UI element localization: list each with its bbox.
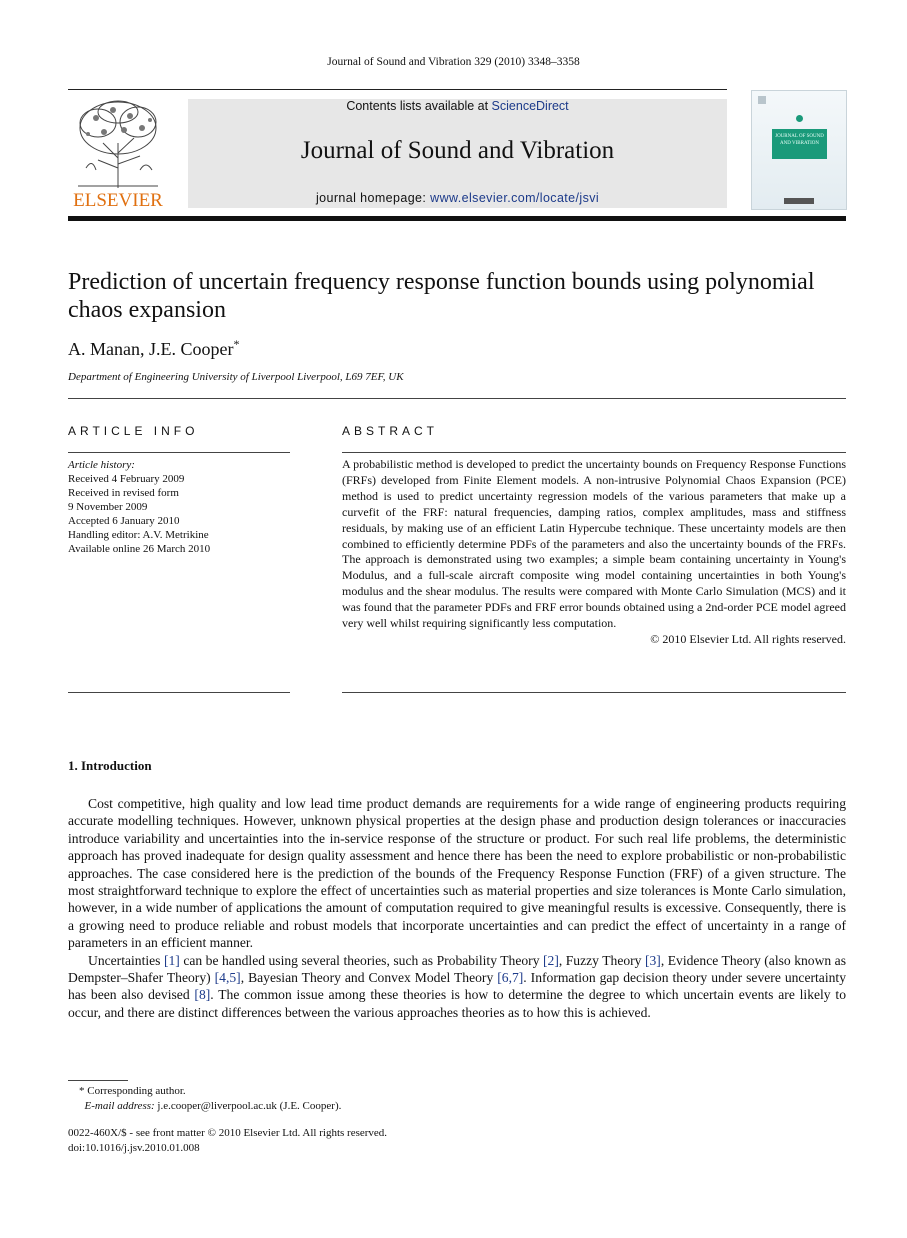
- journal-reference: Journal of Sound and Vibration 329 (2010) 3348–3358: [327, 56, 580, 68]
- sciencedirect-link[interactable]: ScienceDirect: [491, 99, 569, 113]
- cover-corner-mark: [758, 96, 766, 104]
- citation-link[interactable]: [3]: [644, 952, 661, 968]
- corresponding-note: [68, 1084, 341, 1099]
- text-run: . Information gap decision theory under severe uncertainty has been also devised: [68, 970, 846, 1003]
- article-history: [68, 458, 290, 556]
- history-item: 9 November 2009: [68, 501, 148, 513]
- doi-line[interactable]: doi:10.1016/j.jsv.2010.01.008: [68, 1141, 200, 1154]
- citation-link[interactable]: [8]: [194, 987, 211, 1003]
- homepage-link[interactable]: www.elsevier.com/locate/jsvi: [430, 191, 600, 205]
- history-item: Handling editor: A.V. Metrikine: [68, 529, 209, 541]
- article-info-top-rule: [68, 452, 290, 453]
- citation-link[interactable]: [6,7]: [497, 970, 524, 986]
- text-run: , Bayesian Theory and Convex Model Theory: [240, 970, 498, 986]
- abstract-body: [342, 457, 846, 648]
- article-info-heading: ARTICLE INFO: [68, 424, 199, 438]
- journal-banner: [188, 99, 727, 208]
- header-thick-rule: [68, 216, 846, 221]
- homepage-prefix: journal homepage:: [315, 191, 431, 205]
- abstract-text: A probabilistic method is developed to predict the uncertainty bounds on Frequency Response Functions (FRFs) developed from Finite Element models. A non-intrusive Polynomial Chaos Expansion (PCE) method is used to predict uncertainty regression models of the various parameters that make up a curvefit of the FRF: natural frequencies, damping ratios, complex amplitudes, mass and stiffness residuals, by making use of an efficient Latin Hypercube technique. These uncertainty models are then combined to efficiently determine PDFs of the parameters and also the uncertainty bounds of the FRFs. The approach is demonstrated using two examples; a simple beam containing uncertainty in Young's Modulus, and a full-scale aircraft composite wing model containing uncertainties in both Young's modulus and the shear modulus. The results were compared with Monte Carlo Simulation (MCS) and it was found that the parameter PDFs and FRF error bounds obtained using a 2nd-order PCE model agreed very well whilst requiring significantly less computation.: [342, 457, 846, 631]
- history-item: Accepted 6 January 2010: [68, 515, 180, 527]
- footnote-rule: [68, 1080, 128, 1081]
- cover-emblem-icon: [796, 115, 803, 122]
- contents-prefix: Contents lists available at: [346, 99, 492, 113]
- history-label: Article history:: [68, 459, 135, 471]
- contents-line: [188, 99, 727, 113]
- email-label: E-mail address:: [84, 1100, 155, 1112]
- front-matter: [68, 1126, 387, 1155]
- email-address[interactable]: j.e.cooper@liverpool.ac.uk (J.E. Cooper).: [157, 1100, 342, 1112]
- footnote-text: Corresponding author.: [87, 1085, 186, 1097]
- section-divider: [68, 398, 846, 399]
- citation-link[interactable]: [2]: [543, 952, 559, 968]
- cover-footer-mark: [784, 198, 814, 204]
- footnote: [68, 1084, 341, 1114]
- history-item: Available online 26 March 2010: [68, 543, 211, 555]
- affiliation: Department of Engineering University of Liverpool Liverpool, L69 7EF, UK: [68, 371, 404, 383]
- abstract-top-rule: [342, 452, 846, 453]
- text-run: , Fuzzy Theory: [558, 952, 645, 968]
- text-run: can be handled using several theories, such as Probability Theory: [179, 952, 543, 968]
- article-info-bottom-rule: [68, 692, 290, 693]
- history-item: Received 4 February 2009: [68, 473, 185, 485]
- introduction-body: [68, 795, 846, 1021]
- tree-logo-icon: [68, 98, 168, 190]
- history-item: Received in revised form: [68, 487, 179, 499]
- author-names: A. Manan, J.E. Cooper: [68, 339, 234, 359]
- paragraph: Cost competitive, high quality and low lead time product demands are requirements for a wide range of engineering products requiring accurate modelling techniques. However, unknown physical properties at the design phase and production design tolerances or inaccuracies introduce variability and uncertainties into the in-service response of the structure or product. For such real life problems, the deterministic approach has proved inadequate for design quality assessment and hence there has been the need to explore probabilistic or non-probabilistic approaches. The case considered here is the prediction of the bounds of the Frequency Response Function (FRF) of a given structure. The most straightforward technique to explore the effect of uncertainties such as material properties and size tolerances is Monte Carlo simulation, however, in a wide number of applications the amount of computation required to give meaningful results is excessive. Consequently, there is a growing need to produce reliable and robust models that incorporate uncertainties and can predict the effect of uncertainty in a range of parameters in an efficient manner.: [68, 796, 846, 951]
- homepage-line: [188, 191, 727, 205]
- authors: [68, 339, 239, 360]
- abstract-heading: ABSTRACT: [342, 424, 439, 438]
- text-run: . The common issue among these theories is how to determine the degree to which uncertain events are likely to occur, and there are distinct differences between the various approaches theories as to how this is achieved.: [68, 987, 846, 1020]
- introduction-heading: 1. Introduction: [68, 758, 152, 773]
- email-note: [68, 1099, 341, 1114]
- paper-title: Prediction of uncertain frequency response function bounds using polynomial chaos expansion: [68, 269, 815, 323]
- text-run: Uncertainties: [88, 952, 164, 968]
- abstract-bottom-rule: [342, 692, 846, 693]
- journal-cover: [751, 90, 847, 210]
- citation-link[interactable]: [4,5]: [214, 970, 241, 986]
- paragraph: [68, 952, 846, 1022]
- footnote-mark: *: [79, 1085, 85, 1097]
- issn-line: 0022-460X/$ - see front matter © 2010 Elsevier Ltd. All rights reserved.: [68, 1127, 388, 1139]
- elsevier-logo: [68, 98, 168, 210]
- cover-title: JOURNAL OF SOUND AND VIBRATION: [772, 129, 827, 159]
- text-run: , Evidence Theory (also known as Dempster–Shafer Theory): [68, 952, 847, 986]
- abstract-copyright: © 2010 Elsevier Ltd. All rights reserved.: [650, 631, 846, 646]
- corresponding-mark[interactable]: *: [233, 337, 240, 351]
- publisher-name: ELSEVIER: [73, 190, 163, 211]
- journal-title: Journal of Sound and Vibration: [300, 137, 615, 164]
- header-divider: [68, 89, 727, 90]
- citation-link[interactable]: [1]: [163, 952, 180, 968]
